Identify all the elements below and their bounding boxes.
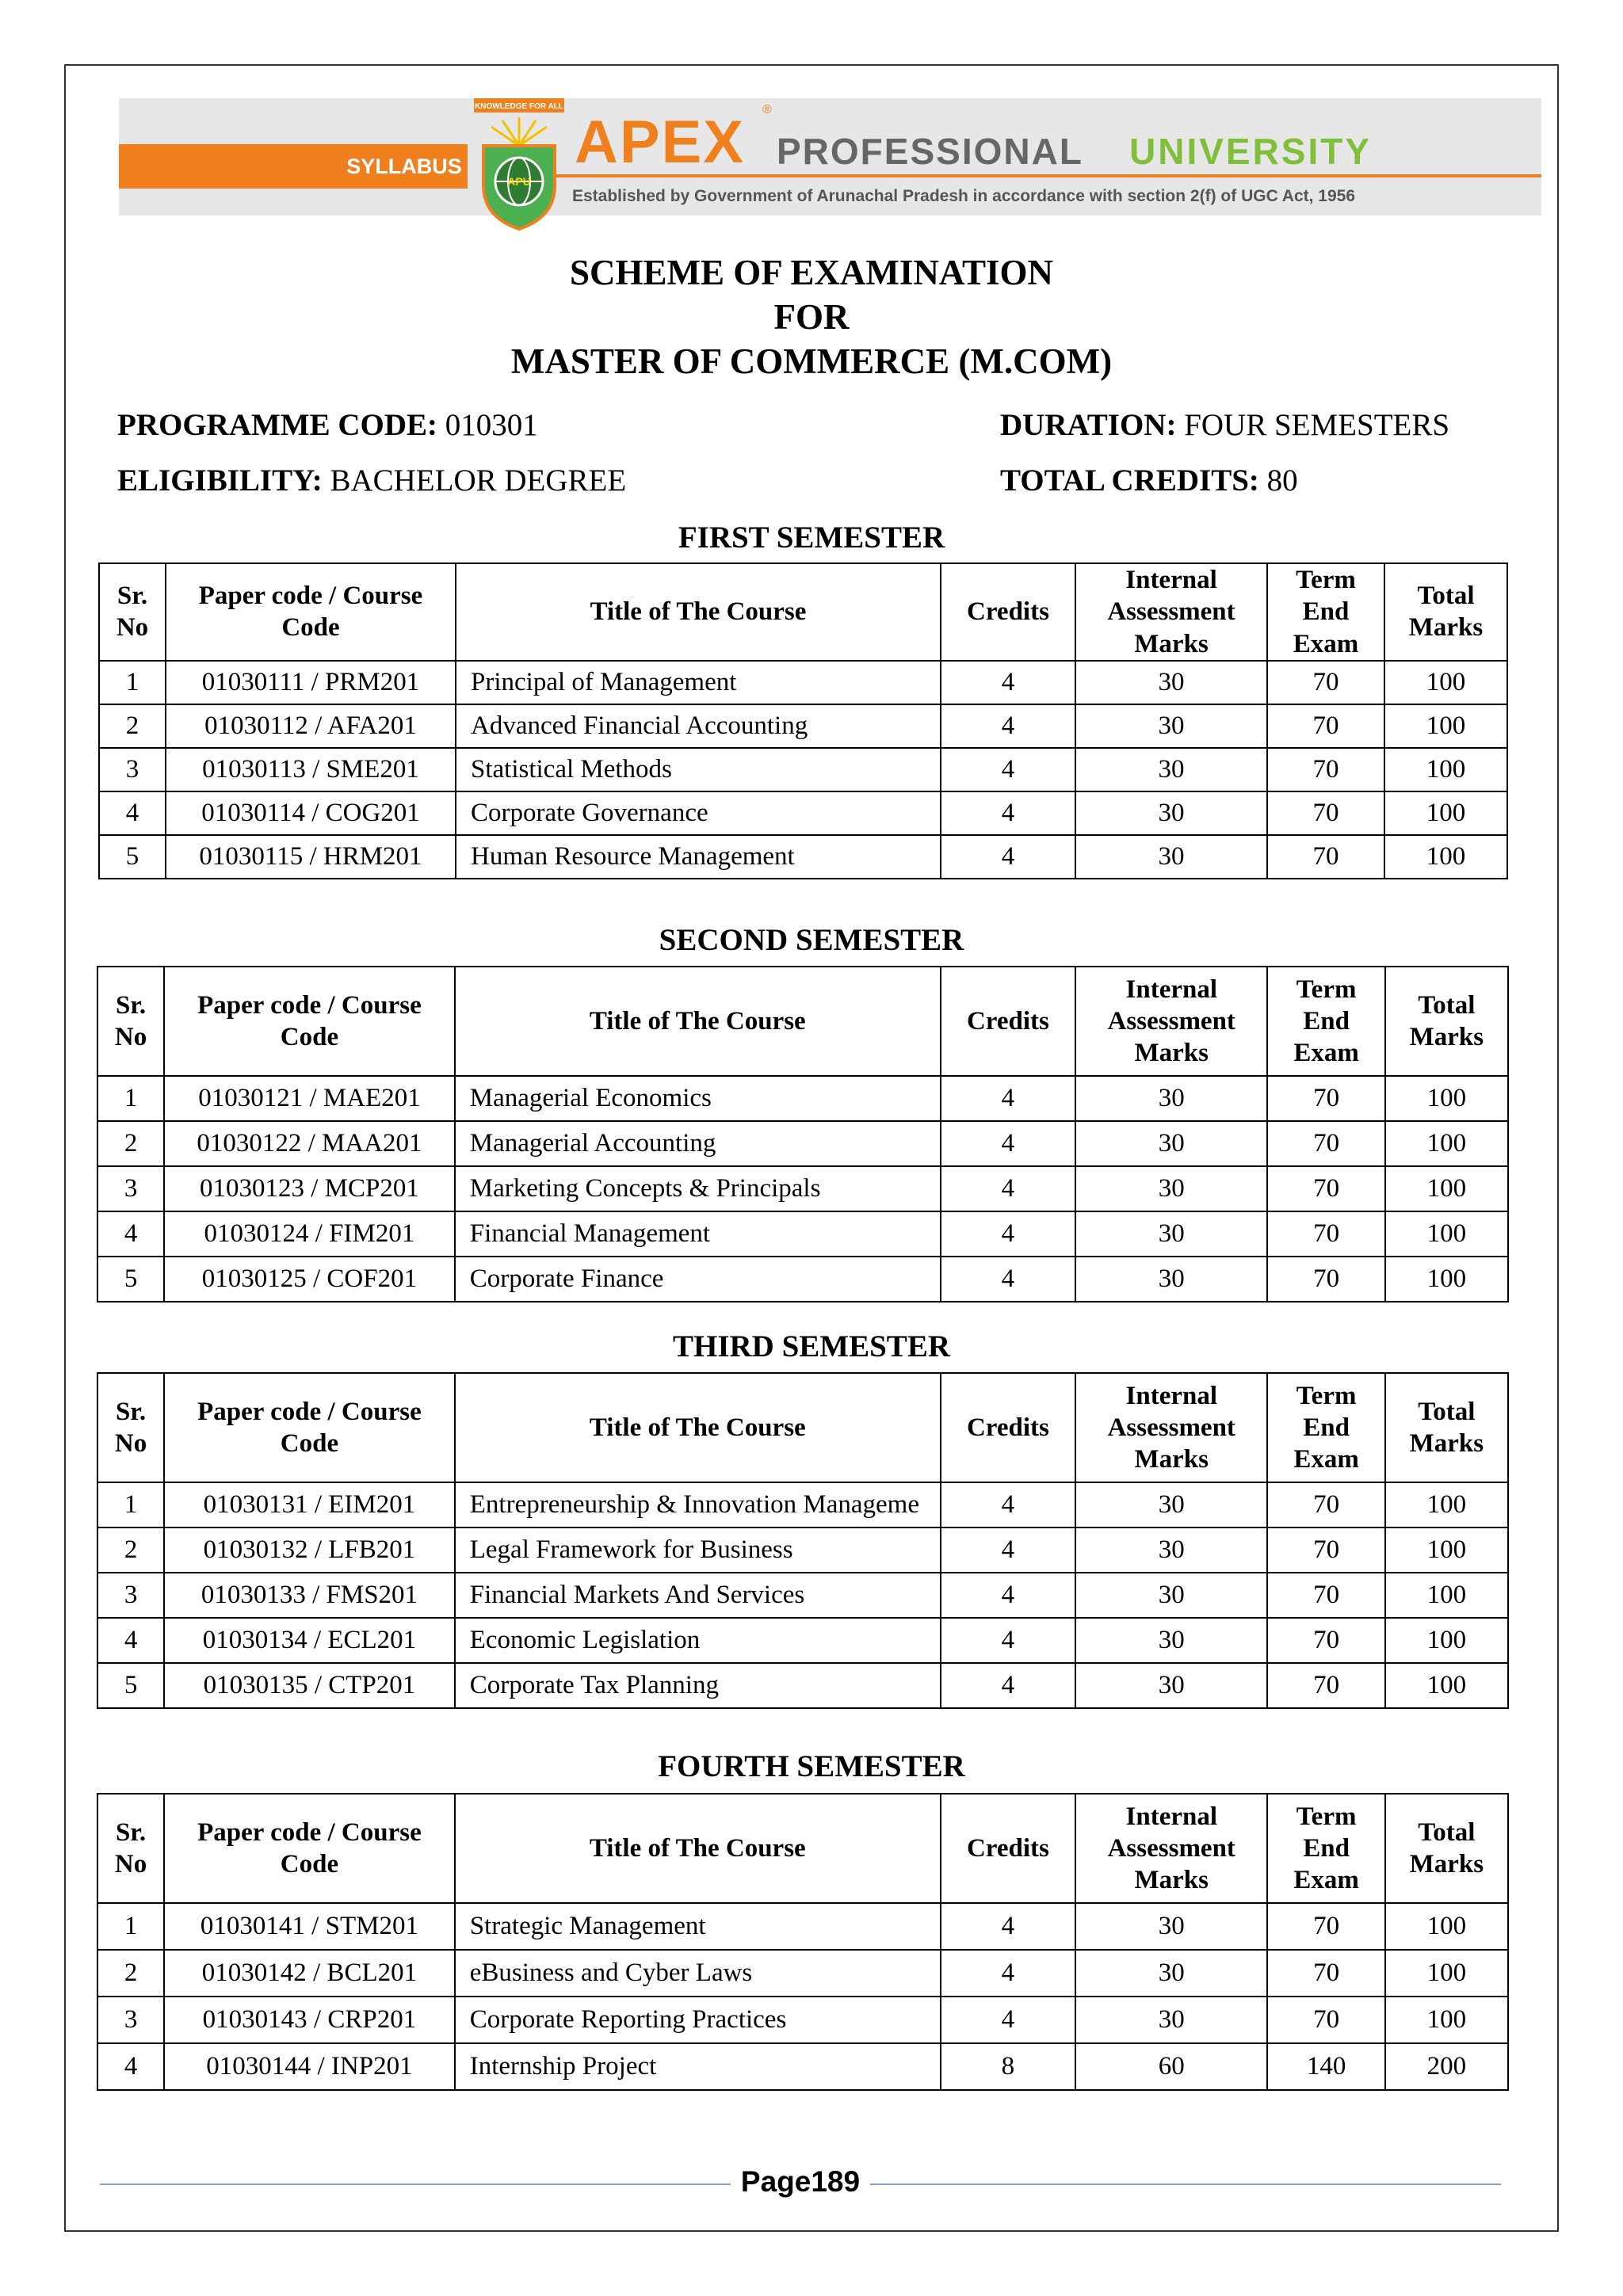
syllabus-label: SYLLABUS [346, 154, 462, 178]
table-row [99, 835, 1507, 879]
header-row [97, 1373, 1508, 1482]
total-marks-cell: 200 [1385, 2043, 1508, 2090]
internal-marks-cell: 30 [1075, 1527, 1267, 1573]
paper-code-header: Paper code / Course Code [166, 563, 456, 661]
sr-no-cell: 4 [97, 1211, 164, 1257]
sr-no-cell: 2 [97, 1121, 164, 1166]
sr-no-cell: 2 [97, 1950, 164, 1997]
table-row [97, 1211, 1508, 1257]
term-end-marks-cell: 70 [1267, 661, 1384, 704]
paper-code-cell: 01030115 / HRM201 [166, 835, 456, 879]
duration-value: FOUR SEMESTERS [1176, 408, 1450, 442]
credits-cell: 4 [941, 1663, 1075, 1708]
credits-cell: 4 [941, 1121, 1075, 1166]
term-end-marks-cell: 70 [1267, 1076, 1384, 1121]
internal-assessment-header: Internal Assessment Marks [1075, 967, 1267, 1076]
credits-cell: 4 [941, 1211, 1075, 1257]
total-marks-header: Total Marks [1384, 563, 1507, 661]
total-marks-header: Total Marks [1385, 1794, 1508, 1903]
course-title-cell: Managerial Economics [455, 1076, 941, 1121]
paper-code-cell: 01030112 / AFA201 [166, 704, 456, 748]
credits-cell: 4 [941, 748, 1075, 791]
course-title-cell: Legal Framework for Business [455, 1527, 941, 1573]
table-row [97, 1257, 1508, 1302]
total-marks-cell: 100 [1384, 704, 1507, 748]
term-end-marks-cell: 70 [1267, 1997, 1384, 2043]
table-row [97, 1527, 1508, 1573]
total-marks-cell: 100 [1385, 1076, 1508, 1121]
credits-cell: 4 [941, 1076, 1075, 1121]
total-marks-cell: 100 [1385, 1950, 1508, 1997]
sr-no-cell: 3 [97, 1166, 164, 1211]
credits-cell: 4 [941, 1257, 1075, 1302]
page-number: Page189 [740, 2165, 861, 2198]
internal-marks-cell: 30 [1075, 1573, 1267, 1618]
sr-no-cell: 1 [97, 1903, 164, 1950]
course-title-cell: Financial Management [455, 1211, 941, 1257]
total-marks-header: Total Marks [1385, 1373, 1508, 1482]
paper-code-header: Paper code / Course Code [164, 1373, 455, 1482]
fourth-semester-heading: FOURTH SEMESTER [658, 1749, 965, 1783]
course-title-cell: Corporate Governance [456, 791, 941, 835]
paper-code-cell: 01030134 / ECL201 [164, 1618, 455, 1663]
sr-no-cell: 5 [99, 835, 166, 879]
internal-marks-cell: 30 [1075, 791, 1267, 835]
apex-wordmark: APEX [575, 109, 745, 176]
paper-code-cell: 01030144 / INP201 [164, 2043, 455, 2090]
course-title-header: Title of The Course [456, 563, 941, 661]
internal-marks-cell: 30 [1075, 1211, 1267, 1257]
total-credits-label: TOTAL CREDITS: [1000, 463, 1259, 498]
total-marks-cell: 100 [1385, 1527, 1508, 1573]
course-title-cell: Strategic Management [455, 1903, 941, 1950]
term-end-marks-cell: 70 [1267, 1257, 1384, 1302]
sr-no-cell: 3 [97, 1573, 164, 1618]
total-credits-value: 80 [1258, 463, 1298, 498]
course-title-header: Title of The Course [455, 967, 941, 1076]
first-semester-table [98, 563, 1508, 879]
emblem-center-text: APU [507, 175, 531, 188]
paper-code-cell: 01030142 / BCL201 [164, 1950, 455, 1997]
table-row [97, 1903, 1508, 1950]
sr-no-cell: 1 [97, 1482, 164, 1527]
internal-marks-cell: 30 [1075, 1076, 1267, 1121]
third-semester-table [97, 1372, 1509, 1709]
term-end-marks-cell: 70 [1267, 1166, 1384, 1211]
paper-code-cell: 01030125 / COF201 [164, 1257, 455, 1302]
emblem-top-text: KNOWLEDGE FOR ALL [475, 102, 563, 111]
credits-cell: 4 [941, 1527, 1075, 1573]
total-marks-cell: 100 [1384, 791, 1507, 835]
header-row [99, 563, 1507, 661]
internal-marks-cell: 30 [1075, 1903, 1267, 1950]
internal-marks-cell: 30 [1075, 748, 1267, 791]
term-end-marks-cell: 70 [1267, 1482, 1384, 1527]
term-end-exam-header: Term End Exam [1267, 563, 1384, 661]
paper-code-cell: 01030124 / FIM201 [164, 1211, 455, 1257]
credits-cell: 4 [941, 1950, 1075, 1997]
credits-header: Credits [941, 1794, 1075, 1903]
internal-marks-cell: 30 [1075, 1257, 1267, 1302]
table-row [97, 1663, 1508, 1708]
credits-header: Credits [941, 967, 1075, 1076]
credits-cell: 4 [941, 1997, 1075, 2043]
registered-mark: ® [762, 103, 772, 116]
credits-cell: 4 [941, 835, 1075, 879]
table-row [99, 748, 1507, 791]
sr-no-cell: 4 [97, 1618, 164, 1663]
third-semester-heading: THIRD SEMESTER [672, 1329, 950, 1363]
total-marks-cell: 100 [1385, 1166, 1508, 1211]
internal-marks-cell: 30 [1075, 1482, 1267, 1527]
internal-marks-cell: 30 [1075, 1166, 1267, 1211]
sr-no-cell: 4 [99, 791, 166, 835]
term-end-exam-header: Term End Exam [1267, 1794, 1384, 1903]
course-title-cell: Human Resource Management [456, 835, 941, 879]
credits-header: Credits [941, 563, 1075, 661]
term-end-marks-cell: 70 [1267, 1573, 1384, 1618]
internal-marks-cell: 30 [1075, 1121, 1267, 1166]
sr-no-cell: 2 [99, 704, 166, 748]
term-end-marks-cell: 70 [1267, 748, 1384, 791]
duration [1000, 407, 1449, 443]
term-end-marks-cell: 70 [1267, 1663, 1384, 1708]
second-semester-heading: SECOND SEMESTER [659, 923, 964, 957]
table-row [97, 1950, 1508, 1997]
course-title-cell: Corporate Finance [455, 1257, 941, 1302]
table-row [99, 704, 1507, 748]
total-marks-cell: 100 [1385, 1618, 1508, 1663]
title-programme: MASTER OF COMMERCE (M.COM) [510, 341, 1113, 381]
sr-no-cell: 1 [99, 661, 166, 704]
title-for: FOR [773, 297, 850, 337]
paper-code-cell: 01030111 / PRM201 [166, 661, 456, 704]
term-end-marks-cell: 70 [1267, 1903, 1384, 1950]
programme-code-label: PROGRAMME CODE: [117, 408, 438, 442]
total-marks-cell: 100 [1385, 1257, 1508, 1302]
total-marks-cell: 100 [1385, 1121, 1508, 1166]
paper-code-cell: 01030113 / SME201 [166, 748, 456, 791]
paper-code-cell: 01030143 / CRP201 [164, 1997, 455, 2043]
credits-cell: 4 [941, 661, 1075, 704]
internal-assessment-header: Internal Assessment Marks [1075, 1373, 1267, 1482]
table-row [97, 2043, 1508, 2090]
table-row [97, 1482, 1508, 1527]
header-row [97, 967, 1508, 1076]
sr-no-header: Sr. No [97, 1373, 164, 1482]
sr-no-cell: 1 [97, 1076, 164, 1121]
course-title-cell: Internship Project [455, 2043, 941, 2090]
total-marks-cell: 100 [1385, 1573, 1508, 1618]
university-wordmark: UNIVERSITY [1129, 131, 1373, 172]
footer-rule-left [100, 2183, 731, 2185]
total-marks-cell: 100 [1385, 1903, 1508, 1950]
second-semester-table [97, 966, 1509, 1302]
fourth-semester-table [97, 1793, 1509, 2091]
course-title-cell: Statistical Methods [456, 748, 941, 791]
internal-marks-cell: 60 [1075, 2043, 1267, 2090]
course-title-cell: Principal of Management [456, 661, 941, 704]
internal-marks-cell: 30 [1075, 1663, 1267, 1708]
term-end-marks-cell: 70 [1267, 1618, 1384, 1663]
table-row [99, 661, 1507, 704]
university-banner [119, 98, 1541, 215]
credits-cell: 4 [941, 1166, 1075, 1211]
duration-label: DURATION: [1000, 408, 1177, 442]
programme-code [117, 407, 538, 443]
course-title-cell: eBusiness and Cyber Laws [455, 1950, 941, 1997]
term-end-marks-cell: 140 [1267, 2043, 1384, 2090]
eligibility-label: ELIGIBILITY: [117, 463, 323, 498]
credits-cell: 4 [941, 1573, 1075, 1618]
internal-assessment-header: Internal Assessment Marks [1075, 563, 1267, 661]
established-note: Established by Government of Arunachal Pradesh in accordance with section 2(f) of UGC Act, 1956 [572, 187, 1356, 205]
header-row [97, 1794, 1508, 1903]
course-title-header: Title of The Course [455, 1794, 941, 1903]
course-title-cell: Economic Legislation [455, 1618, 941, 1663]
university-emblem-icon [468, 98, 571, 231]
sr-no-header: Sr. No [97, 967, 164, 1076]
paper-code-cell: 01030132 / LFB201 [164, 1527, 455, 1573]
total-marks-cell: 100 [1385, 1663, 1508, 1708]
table-row [99, 791, 1507, 835]
course-title-cell: Marketing Concepts & Principals [455, 1166, 941, 1211]
internal-marks-cell: 30 [1075, 704, 1267, 748]
paper-code-cell: 01030122 / MAA201 [164, 1121, 455, 1166]
title-scheme: SCHEME OF EXAMINATION [569, 253, 1054, 292]
total-marks-header: Total Marks [1385, 967, 1508, 1076]
term-end-exam-header: Term End Exam [1267, 1373, 1384, 1482]
footer-rule-right [870, 2183, 1501, 2185]
table-row [97, 1076, 1508, 1121]
paper-code-header: Paper code / Course Code [164, 1794, 455, 1903]
sr-no-cell: 5 [97, 1257, 164, 1302]
total-credits [1000, 463, 1298, 498]
table-row [97, 1166, 1508, 1211]
course-title-cell: Corporate Reporting Practices [455, 1997, 941, 2043]
course-title-cell: Corporate Tax Planning [455, 1663, 941, 1708]
paper-code-cell: 01030114 / COG201 [166, 791, 456, 835]
term-end-marks-cell: 70 [1267, 1527, 1384, 1573]
sr-no-cell: 3 [97, 1997, 164, 2043]
sr-no-cell: 4 [97, 2043, 164, 2090]
eligibility [117, 463, 626, 498]
table-row [97, 1573, 1508, 1618]
sr-no-cell: 5 [97, 1663, 164, 1708]
course-title-header: Title of The Course [455, 1373, 941, 1482]
course-title-cell: Managerial Accounting [455, 1121, 941, 1166]
term-end-marks-cell: 70 [1267, 791, 1384, 835]
credits-cell: 4 [941, 791, 1075, 835]
paper-code-cell: 01030121 / MAE201 [164, 1076, 455, 1121]
course-title-cell: Advanced Financial Accounting [456, 704, 941, 748]
total-marks-cell: 100 [1384, 661, 1507, 704]
sr-no-header: Sr. No [99, 563, 166, 661]
term-end-marks-cell: 70 [1267, 1950, 1384, 1997]
course-title-cell: Entrepreneurship & Innovation Manageme [455, 1482, 941, 1527]
table-row [97, 1121, 1508, 1166]
first-semester-heading: FIRST SEMESTER [678, 521, 945, 555]
total-marks-cell: 100 [1384, 835, 1507, 879]
term-end-marks-cell: 70 [1267, 835, 1384, 879]
internal-marks-cell: 30 [1075, 661, 1267, 704]
sr-no-cell: 3 [99, 748, 166, 791]
internal-assessment-header: Internal Assessment Marks [1075, 1794, 1267, 1903]
paper-code-cell: 01030141 / STM201 [164, 1903, 455, 1950]
professional-wordmark: PROFESSIONAL [777, 131, 1083, 172]
paper-code-cell: 01030123 / MCP201 [164, 1166, 455, 1211]
term-end-marks-cell: 70 [1267, 704, 1384, 748]
programme-code-value: 010301 [437, 408, 538, 442]
paper-code-cell: 01030133 / FMS201 [164, 1573, 455, 1618]
term-end-exam-header: Term End Exam [1267, 967, 1384, 1076]
credits-cell: 4 [941, 704, 1075, 748]
term-end-marks-cell: 70 [1267, 1121, 1384, 1166]
course-title-cell: Financial Markets And Services [455, 1573, 941, 1618]
paper-code-cell: 01030131 / EIM201 [164, 1482, 455, 1527]
credits-cell: 4 [941, 1482, 1075, 1527]
table-row [97, 1618, 1508, 1663]
internal-marks-cell: 30 [1075, 1618, 1267, 1663]
table-row [97, 1997, 1508, 2043]
credits-header: Credits [941, 1373, 1075, 1482]
total-marks-cell: 100 [1384, 748, 1507, 791]
credits-cell: 8 [941, 2043, 1075, 2090]
paper-code-cell: 01030135 / CTP201 [164, 1663, 455, 1708]
internal-marks-cell: 30 [1075, 1997, 1267, 2043]
eligibility-value: BACHELOR DEGREE [322, 463, 627, 498]
internal-marks-cell: 30 [1075, 835, 1267, 879]
total-marks-cell: 100 [1385, 1211, 1508, 1257]
credits-cell: 4 [941, 1903, 1075, 1950]
paper-code-header: Paper code / Course Code [164, 967, 455, 1076]
sr-no-cell: 2 [97, 1527, 164, 1573]
total-marks-cell: 100 [1385, 1482, 1508, 1527]
internal-marks-cell: 30 [1075, 1950, 1267, 1997]
term-end-marks-cell: 70 [1267, 1211, 1384, 1257]
total-marks-cell: 100 [1385, 1997, 1508, 2043]
sr-no-header: Sr. No [97, 1794, 164, 1903]
credits-cell: 4 [941, 1618, 1075, 1663]
